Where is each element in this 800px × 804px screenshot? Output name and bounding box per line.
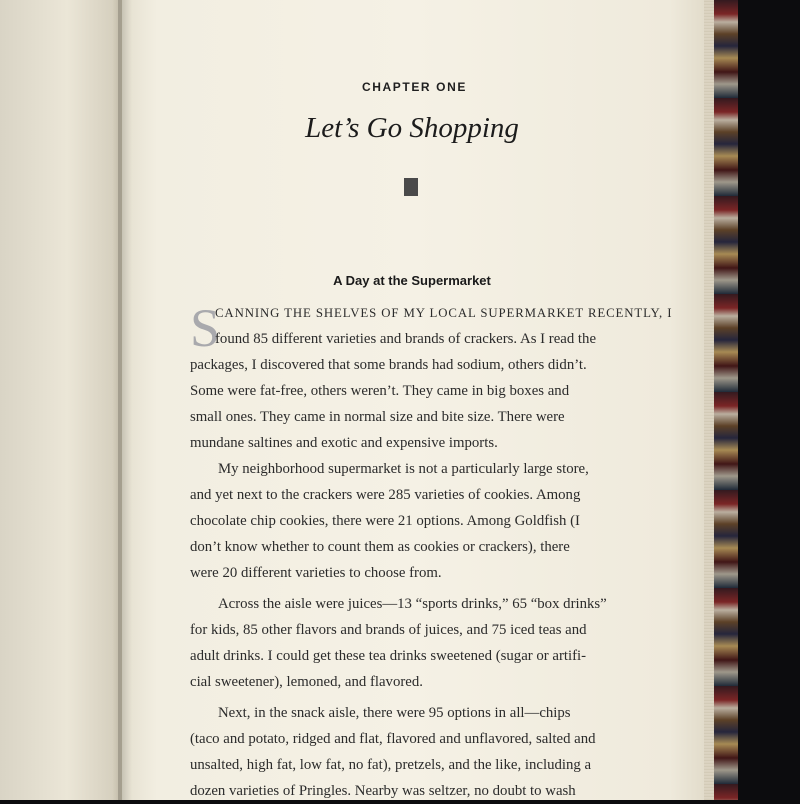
body-line: My neighborhood supermarket is not a particularly large store,	[218, 461, 589, 477]
ornament-square-icon	[404, 178, 418, 196]
book-spine-shadow	[118, 0, 132, 800]
body-line: mundane saltines and exotic and expensive imports.	[190, 435, 498, 451]
background-bookshelf	[714, 0, 738, 800]
body-line: packages, I discovered that some brands had sodium, others didn’t.	[190, 357, 587, 373]
body-line: unsalted, high fat, low fat, no fat), pretzels, and the like, including a	[190, 757, 592, 773]
body-line: and yet next to the crackers were 285 varieties of cookies. Among	[190, 487, 581, 503]
chapter-label: CHAPTER ONE	[362, 80, 467, 94]
body-line: for kids, 85 other flavors and brands of juices, and 75 iced teas and	[190, 622, 587, 638]
body-line: dozen varieties of Pringles. Nearby was seltzer, no doubt to wash	[190, 783, 576, 799]
section-heading: A Day at the Supermarket	[333, 273, 491, 288]
body-line: don’t know whether to count them as cookies or crackers), there	[190, 539, 570, 555]
body-line: CANNING THE SHELVES OF MY LOCAL SUPERMARKET RECENTLY, I	[215, 306, 673, 320]
body-line: cial sweetener), lemoned, and flavored.	[190, 674, 423, 690]
body-line: were 20 different varieties to choose from.	[190, 565, 442, 581]
body-line: (taco and potato, ridged and flat, flavored and unflavored, salted and	[190, 731, 596, 747]
body-line: found 85 different varieties and brands of crackers. As I read the	[215, 331, 597, 347]
body-line: adult drinks. I could get these tea drinks sweetened (sugar or artifi-	[190, 648, 587, 664]
page-edges	[704, 0, 714, 800]
left-page	[0, 0, 122, 800]
body-line: small ones. They came in normal size and bite size. There were	[190, 409, 565, 425]
chapter-title: Let’s Go Shopping	[305, 112, 519, 144]
body-line: Across the aisle were juices—13 “sports drinks,” 65 “box drinks”	[218, 596, 607, 612]
body-line: chocolate chip cookies, there were 21 options. Among Goldfish (I	[190, 513, 580, 529]
body-line: Some were fat-free, others weren’t. They came in big boxes and	[190, 383, 570, 399]
drop-cap: S	[190, 298, 221, 358]
body-line: Next, in the snack aisle, there were 95 options in all—chips	[218, 705, 571, 721]
